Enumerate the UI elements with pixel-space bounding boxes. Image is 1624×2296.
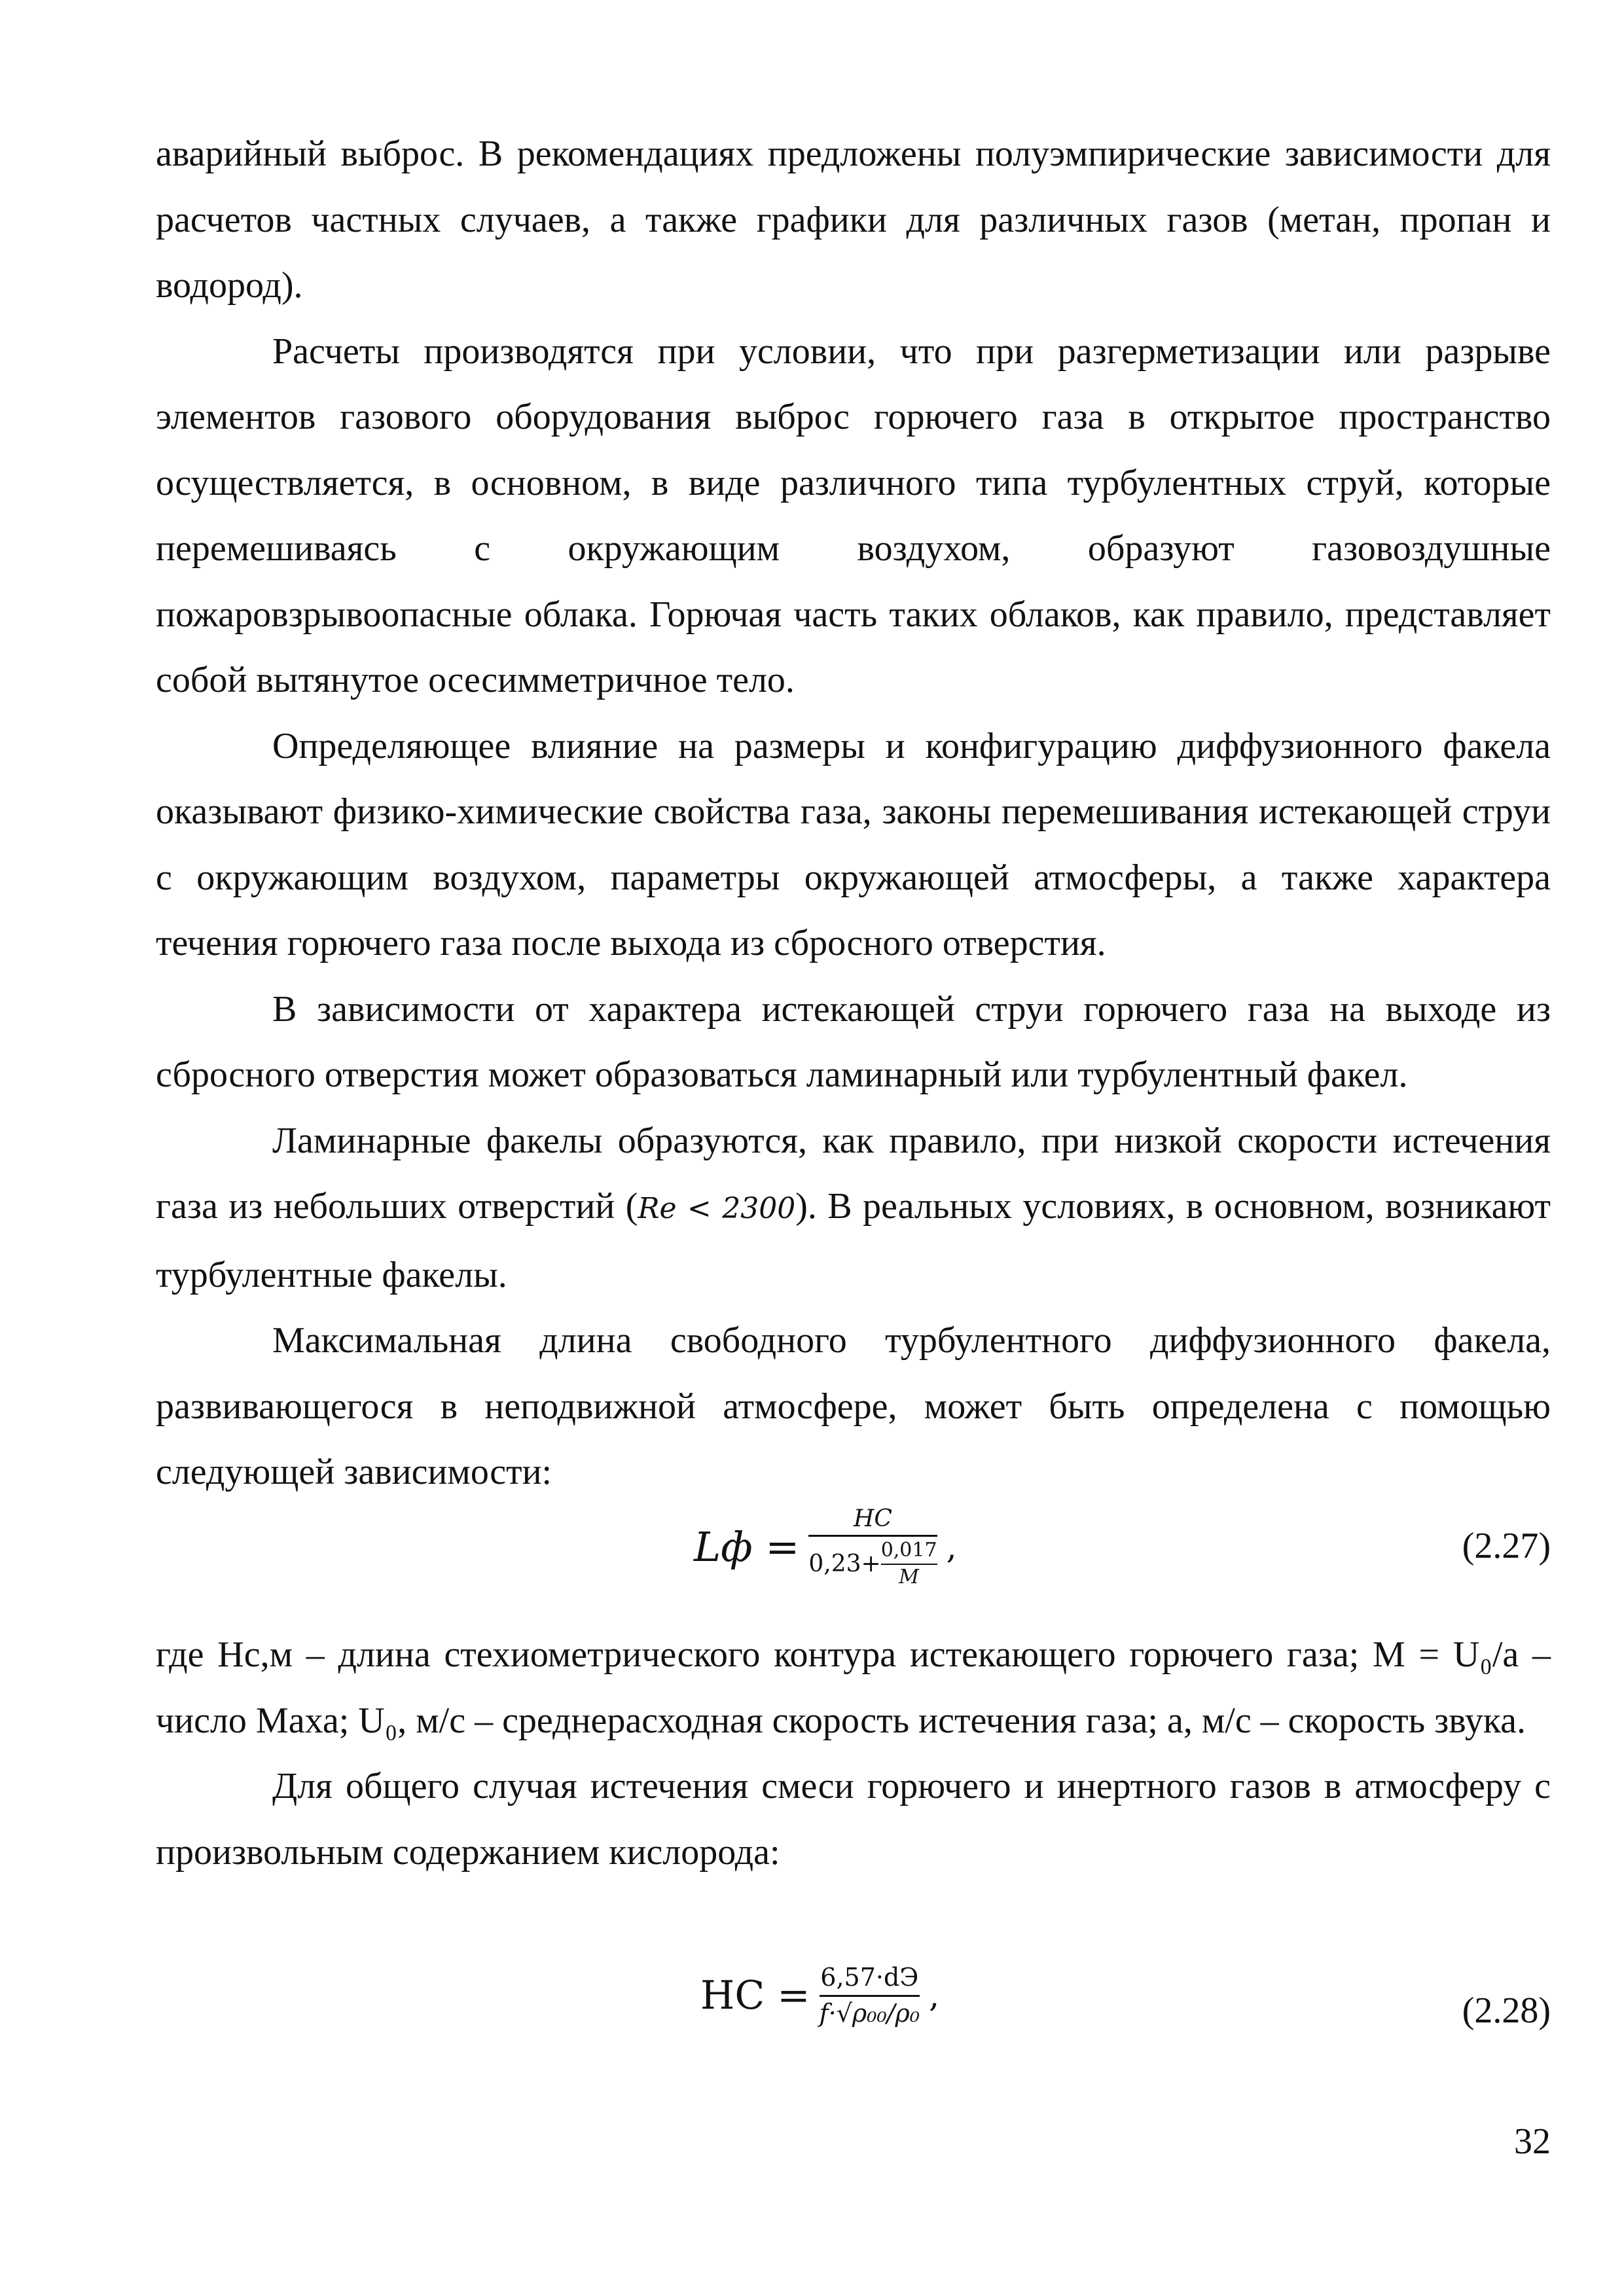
paragraph-4: В зависимости от характера истекающей струи горючего газа на выходе из сбросного отверстия может образоваться ламинарный или турбулентный факел.	[156, 988, 1551, 1095]
formula-2-numerator: 6,57·dЭ	[820, 1963, 919, 1992]
formula-1-numerator: HC	[853, 1505, 892, 1532]
formula-2-fraction	[820, 1964, 920, 2028]
equation-number-2-27: (2.27)	[1462, 1526, 1551, 1566]
formula-2-lhs: HC =	[700, 1973, 810, 2019]
paragraph-7: где Hc,м – длина стехиометрического контура истекающего горючего газа; M = U₀/a – число Маха; U₀, м/с – среднерасходная скорость истечения газа; a, м/с – скорость звука.	[156, 1634, 1551, 1741]
formula-1-comma: ,	[946, 1528, 957, 1566]
formula-1-denominator-term: 0,23+	[808, 1551, 881, 1578]
formula-2-denominator: f·√ρ₀₀/ρ₀	[819, 1998, 920, 2028]
text-block-top	[156, 121, 1551, 1505]
formula-2-27	[0, 1499, 1624, 1610]
paragraph-3: Определяющее влияние на размеры и конфигурацию диффузионного факела оказывают физико-химические свойства газа, законы перемешивания истекающей струи с окружающим воздухом, параметры окружающей атмосферы, а также характера течения горючего газа после выхода из сбросного отверстия.	[156, 725, 1551, 963]
page-number: 32	[1514, 2121, 1551, 2162]
paragraph-5-end: ). В реальных условиях, в основном, возникают турбулентные факелы.	[156, 1186, 1551, 1295]
formula-2-comma: ,	[929, 1977, 940, 2015]
formula-1-lhs: Lф =	[694, 1523, 800, 1571]
formula-2-28	[0, 1964, 1624, 2062]
fraction-bar	[820, 1995, 920, 1997]
paragraph-6: Максимальная длина свободного турбулентного диффузионного факела, развивающегося в неподвижной атмосфере, может быть определена с помощью следующей зависимости:	[156, 1320, 1551, 1492]
reynolds-condition: Re < 2300	[638, 1192, 796, 1225]
text-block-middle	[156, 1622, 1551, 1885]
formula-1-fraction	[808, 1505, 937, 1588]
formula-1-inner-numerator: 0,017	[880, 1539, 937, 1562]
paragraph-5	[156, 1108, 1551, 1308]
paragraph-2: Расчеты производятся при условии, что при разгерметизации или разрыве элементов газового оборудования выброс горючего газа в открытое пространство осуществляется, в основном, в виде различного типа турбулентных струй, которые перемешиваясь с окружающим воздухом, образуют газовоздушные пожаровзрывоопасные облака. Горючая часть таких облаков, как правило, представляет собой вытянутое осесимметричное тело.	[156, 331, 1551, 700]
formula-1-inner-denominator: M	[899, 1565, 919, 1588]
formula-1-inner-fraction	[881, 1539, 937, 1588]
fraction-bar	[808, 1535, 937, 1537]
fraction-bar	[881, 1564, 937, 1565]
equation-number-2-28: (2.28)	[1462, 1990, 1551, 2031]
paragraph-1: аварийный выброс. В рекомендациях предложены полуэмпирические зависимости для расчетов частных случаев, а также графики для различных газов (метан, пропан и водород).	[156, 134, 1551, 306]
paragraph-5-start: Ламинарные факелы образуются, как правило, при низкой скорости истечения газа из небольших отверстий (	[156, 1120, 1551, 1227]
paragraph-8: Для общего случая истечения смеси горючего и инертного газов в атмосферу с произвольным содержанием кислорода:	[156, 1766, 1551, 1873]
